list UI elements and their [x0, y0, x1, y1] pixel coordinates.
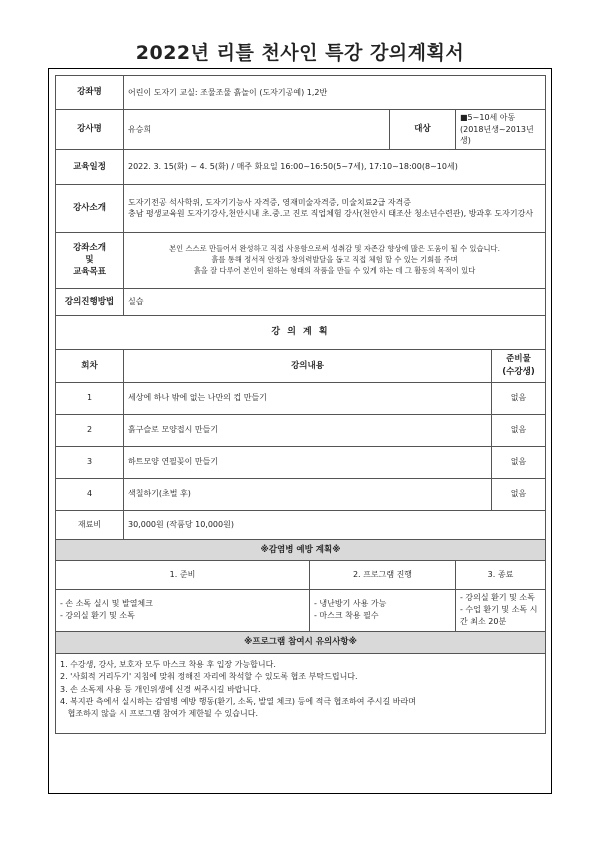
goal-line: 흙를 통해 정서적 안정과 창의력발달을 돕고 직접 체험 할 수 있는 기회를 주며 — [211, 254, 458, 264]
row-course-goal — [56, 232, 546, 288]
instructor-label: 강사명 — [56, 110, 124, 150]
course-value: 어린이 도자기 교실: 조물조물 흙놀이 (도자기공예) 1,2반 — [124, 76, 546, 110]
goal-line: 흙을 잘 다루어 본인이 원하는 형태의 작품을 만들 수 있게 하는 데 그 활동의 목적이 있다 — [193, 265, 476, 275]
row-prevention-heading — [56, 539, 546, 560]
instructor-value: 유승희 — [124, 110, 390, 150]
document-title: 2022년 리틀 천사인 특강 강의계획서 — [135, 42, 465, 64]
prevention-item: - 손 소독 실시 및 발열체크 — [60, 599, 153, 609]
row-method — [56, 288, 546, 315]
row-instructor-intro — [56, 184, 546, 232]
content-header: 강의내용 — [124, 349, 492, 382]
intro-line: 도자기전공 석사학위, 도자기기능사 자격증, 영재미술자격증, 미술치료2급 자격증 — [128, 197, 411, 207]
prevention-col-title: 2. 프로그램 진행 — [310, 560, 456, 589]
lecture-plan-table — [55, 75, 546, 734]
row-plan-heading — [56, 315, 546, 349]
row-notes — [56, 653, 546, 733]
method-label: 강의진행방법 — [56, 288, 124, 315]
fee-value: 30,000원 (작품당 10,000원) — [124, 510, 546, 539]
session-header: 회차 — [56, 349, 124, 382]
prevention-item: - 냉난방기 사용 가능 — [314, 599, 387, 609]
goal-value — [124, 232, 546, 288]
course-label: 강좌명 — [56, 76, 124, 110]
row-course — [56, 76, 546, 110]
materials-header-line: 준비물 — [506, 354, 531, 365]
prevention-col-items — [310, 589, 456, 631]
session-content: 색칠하기(초벌 후) — [124, 478, 492, 510]
prevention-item: - 마스크 착용 필수 — [314, 611, 379, 621]
notes-list — [56, 653, 546, 733]
prevention-item: - 수업 환기 및 소독 시간 최소 20분 — [460, 605, 538, 627]
session-number: 3 — [56, 446, 124, 478]
prevention-col-title: 3. 종료 — [456, 560, 546, 589]
session-number: 4 — [56, 478, 124, 510]
row-fee — [56, 510, 546, 539]
session-materials: 없음 — [492, 382, 546, 414]
session-materials: 없음 — [492, 414, 546, 446]
session-materials: 없음 — [492, 446, 546, 478]
row-schedule — [56, 149, 546, 184]
goal-label-line: 강좌소개 — [73, 242, 106, 253]
materials-header — [492, 349, 546, 382]
intro-line: 충남 평생교육원 도자기강사,천안시내 초.중.고 진로 직업체험 강사(천안시 태조산 청소년수련관), 방과후 도자기강사 — [128, 209, 534, 219]
intro-value — [124, 184, 546, 232]
session-materials: 없음 — [492, 478, 546, 510]
session-number: 2 — [56, 414, 124, 446]
note-item: 협조하지 않을 시 프로그램 참여가 제한될 수 있습니다. — [60, 709, 258, 719]
target-label: 대상 — [390, 110, 456, 150]
note-item: 2. '사회적 거리두기' 지침에 맞춰 정해진 자리에 착석할 수 있도록 협조 부탁드립니다. — [60, 672, 358, 682]
goal-label-line: 교육목표 — [73, 267, 106, 278]
goal-label-line: 및 — [85, 255, 94, 266]
schedule-label: 교육일정 — [56, 149, 124, 184]
session-content: 흙구슬로 모양접시 만들기 — [124, 414, 492, 446]
prevention-heading: ※감염병 예방 계획※ — [56, 539, 546, 560]
intro-label: 강사소개 — [56, 184, 124, 232]
session-number: 1 — [56, 382, 124, 414]
schedule-value: 2022. 3. 15(화) ~ 4. 5(화) / 매주 화요일 16:00~16:50(5~7세), 17:10~18:00(8~10세) — [124, 149, 546, 184]
goal-line: 본인 스스로 만들어서 완성하고 직접 사용함으로써 성취감 및 자존감 향상에 많은 도움이 될 수 있습니다. — [169, 244, 500, 254]
row-prevention-items — [56, 589, 546, 631]
note-item: 4. 복지관 측에서 실시하는 감염병 예방 행동(환기, 소독, 발열 체크) 등에 적극 협조하여 주시길 바라며 — [60, 696, 416, 706]
goal-label — [56, 232, 124, 288]
notes-heading: ※프로그램 참여시 유의사항※ — [56, 631, 546, 653]
method-value: 실습 — [124, 288, 546, 315]
plan-heading: 강 의 계 획 — [56, 315, 546, 349]
table-row — [56, 414, 546, 446]
prevention-col-items — [56, 589, 310, 631]
note-item: 1. 수강생, 강사, 보호자 모두 마스크 착용 후 입장 가능합니다. — [60, 659, 276, 669]
prevention-col-title: 1. 준비 — [56, 560, 310, 589]
target-value: ■5~10세 아동 (2018년생~2013년생) — [456, 110, 546, 150]
fee-label: 재료비 — [56, 510, 124, 539]
row-notes-heading — [56, 631, 546, 653]
note-item: 3. 손 소독제 사용 등 개인위생에 신경 써주시길 바랍니다. — [60, 684, 261, 694]
session-content: 세상에 하나 밖에 없는 나만의 컵 만들기 — [124, 382, 492, 414]
row-instructor — [56, 110, 546, 150]
materials-header-line: (수강생) — [502, 366, 535, 377]
prevention-item: - 강의실 환기 및 소독 — [460, 593, 535, 603]
prevention-col-items — [456, 589, 546, 631]
table-row — [56, 446, 546, 478]
session-content: 하트모양 연필꽂이 만들기 — [124, 446, 492, 478]
table-row — [56, 478, 546, 510]
table-row — [56, 382, 546, 414]
row-plan-header — [56, 349, 546, 382]
row-prevention-cols — [56, 560, 546, 589]
prevention-item: - 강의실 환기 및 소독 — [60, 611, 135, 621]
